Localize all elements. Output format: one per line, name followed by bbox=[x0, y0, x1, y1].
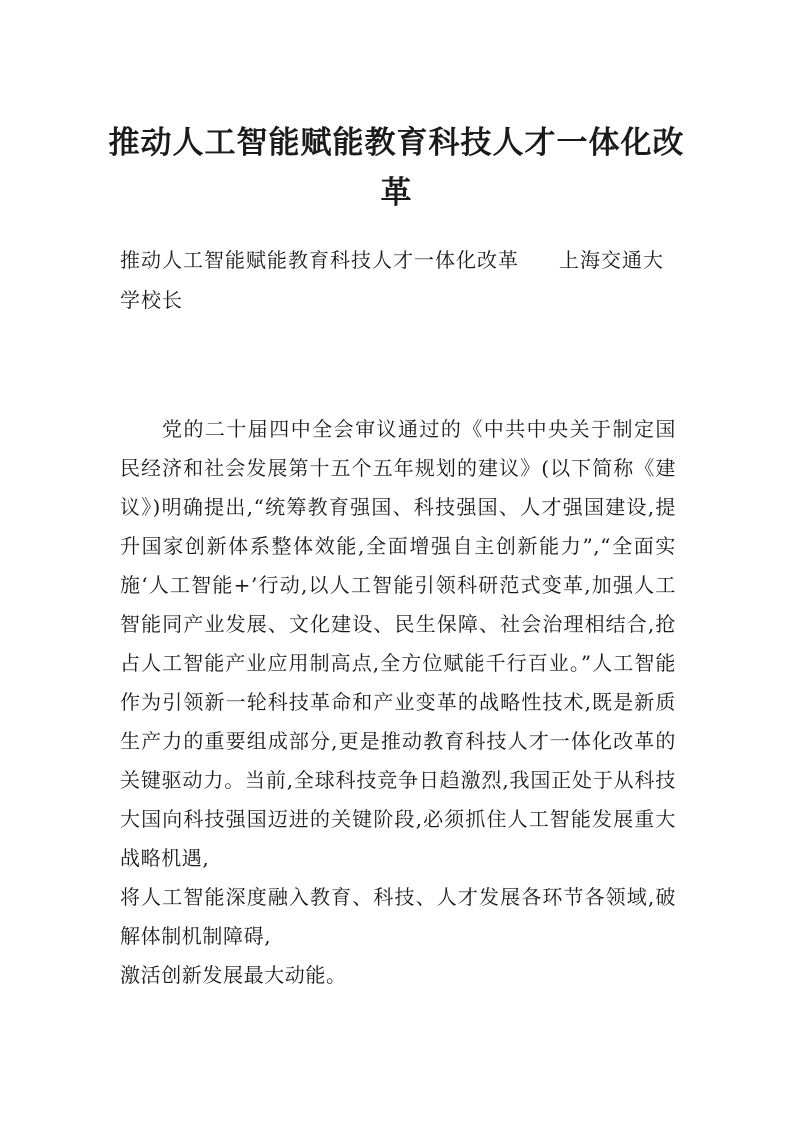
paragraph-2: 将人工智能深度融入教育、科技、人才发展各环节各领域,破解体制机制障碍, bbox=[120, 885, 676, 948]
paragraph-1: 党的二十届四中全会审议通过的《中共中央关于制定国民经济和社会发展第十五个五年规划的建议》(以下简称《建议》)明确提出,“统筹教育强国、科技强国、人才强国建设,提升国家创新体系整体效能,全面增强自主创新能力”,“全面实施‘人工智能+’行动,以人工智能引领科研范式变革,加强人工智能同产业发展、文化建设、民生保障、社会治理相结合,抢占人工智能产业应用制高点,全方位赋能千行百业。”人工智能作为引领新一轮科技革命和产业变革的战略性技术,既是新质生产力的重要组成部分,更是推动教育科技人才一体化改革的关键驱动力。当前,全球科技竞争日趋激烈,我国正处于从科技大国向科技强国迈进的关键阶段,必须抓住人工智能发展重大战略机遇, bbox=[120, 417, 676, 870]
byline bbox=[120, 240, 676, 320]
document-title bbox=[100, 118, 693, 218]
title-line-1: 推动人工智能赋能教育科技人才一体化改 bbox=[108, 125, 685, 161]
paragraph-3: 激活创新发展最大动能。 bbox=[120, 963, 347, 987]
title-line-2: 革 bbox=[380, 175, 413, 211]
document-body bbox=[120, 410, 676, 995]
byline-author: 上海交通大学校长 bbox=[120, 248, 664, 312]
byline-title: 推动人工智能赋能教育科技人才一体化改革 bbox=[120, 248, 519, 272]
